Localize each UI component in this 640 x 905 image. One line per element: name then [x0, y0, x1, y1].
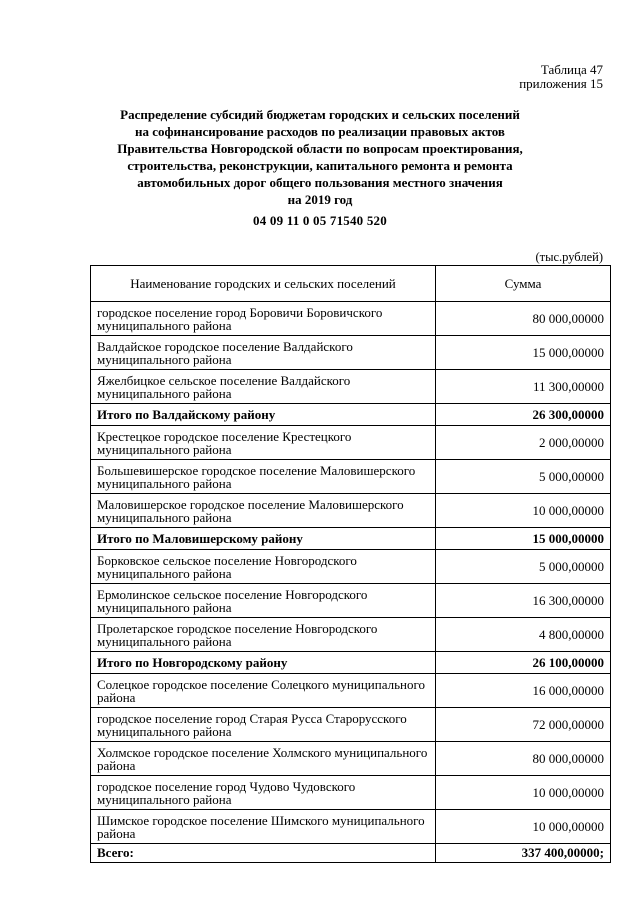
grand-total-row	[91, 844, 611, 863]
subsidy-amount: 11 300,00000	[436, 370, 611, 404]
subtotal-row	[91, 404, 611, 426]
subtotal-label: Итого по Новгородскому району	[91, 652, 436, 674]
table-row	[91, 708, 611, 742]
title-line: Распределение субсидий бюджетам городских и сельских поселений	[120, 107, 520, 122]
subsidy-amount: 2 000,00000	[436, 426, 611, 460]
title-line: Правительства Новгородской области по вопросам проектирования,	[117, 141, 523, 156]
settlement-name: Маловишерское городское поселение Маловишерского муниципального района	[91, 494, 436, 528]
table-row	[91, 742, 611, 776]
subtotal-amount: 26 300,00000	[436, 404, 611, 426]
table-reference	[519, 63, 603, 91]
settlement-name: городское поселение город Старая Русса Старорусского муниципального района	[91, 708, 436, 742]
subsidy-amount: 16 300,00000	[436, 584, 611, 618]
subsidy-amount: 16 000,00000	[436, 674, 611, 708]
table-row	[91, 370, 611, 404]
table-row	[91, 550, 611, 584]
appendix-number: приложения 15	[519, 76, 603, 91]
table-number: Таблица 47	[540, 62, 603, 77]
title-line: автомобильных дорог общего пользования местного значения	[137, 175, 503, 190]
settlement-name: Валдайское городское поселение Валдайского муниципального района	[91, 336, 436, 370]
subsidy-amount: 10 000,00000	[436, 776, 611, 810]
table-body	[91, 302, 611, 863]
grand-total-amount: 337 400,00000;	[436, 844, 611, 863]
subsidy-amount: 10 000,00000	[436, 494, 611, 528]
subsidy-amount: 5 000,00000	[436, 550, 611, 584]
subtotal-label: Итого по Маловишерскому району	[91, 528, 436, 550]
subsidy-amount: 15 000,00000	[436, 336, 611, 370]
subtotal-row	[91, 528, 611, 550]
subsidy-amount: 80 000,00000	[436, 742, 611, 776]
title-line: на 2019 год	[287, 192, 353, 207]
title-line: на софинансирование расходов по реализации правовых актов	[135, 124, 505, 139]
subsidy-amount: 4 800,00000	[436, 618, 611, 652]
settlement-name: Яжелбицкое сельское поселение Валдайского муниципального района	[91, 370, 436, 404]
settlement-name: Солецкое городское поселение Солецкого муниципального района	[91, 674, 436, 708]
subtotal-row	[91, 652, 611, 674]
table-row	[91, 426, 611, 460]
table-row	[91, 302, 611, 336]
table-row	[91, 810, 611, 844]
settlement-name: Пролетарское городское поселение Новгородского муниципального района	[91, 618, 436, 652]
subsidy-amount: 72 000,00000	[436, 708, 611, 742]
title-line: строительства, реконструкции, капитального ремонта и ремонта	[127, 158, 513, 173]
settlement-name: Ермолинское сельское поселение Новгородского муниципального района	[91, 584, 436, 618]
table-header-row	[91, 266, 611, 302]
settlement-name: городское поселение город Чудово Чудовского муниципального района	[91, 776, 436, 810]
settlement-name: Шимское городское поселение Шимского муниципального района	[91, 810, 436, 844]
subtotal-amount: 15 000,00000	[436, 528, 611, 550]
settlement-name: Большевишерское городское поселение Маловишерского муниципального района	[91, 460, 436, 494]
column-header-sum: Сумма	[436, 266, 611, 302]
table-row	[91, 460, 611, 494]
subsidy-table	[90, 265, 611, 863]
subsidy-amount: 80 000,00000	[436, 302, 611, 336]
settlement-name: Борковское сельское поселение Новгородского муниципального района	[91, 550, 436, 584]
settlement-name: Холмское городское поселение Холмского муниципального района	[91, 742, 436, 776]
table-row	[91, 674, 611, 708]
subsidy-amount: 10 000,00000	[436, 810, 611, 844]
table-row	[91, 776, 611, 810]
settlement-name: городское поселение город Боровичи Боровичского муниципального района	[91, 302, 436, 336]
units-label: (тыс.рублей)	[535, 250, 603, 264]
column-header-name: Наименование городских и сельских поселений	[91, 266, 436, 302]
budget-classification-code: 04 09 11 0 05 71540 520	[253, 213, 387, 228]
table-row	[91, 618, 611, 652]
settlement-name: Крестецкое городское поселение Крестецкого муниципального района	[91, 426, 436, 460]
grand-total-label: Всего:	[91, 844, 436, 863]
table-row	[91, 336, 611, 370]
table-row	[91, 494, 611, 528]
subtotal-amount: 26 100,00000	[436, 652, 611, 674]
subsidy-amount: 5 000,00000	[436, 460, 611, 494]
document-title	[70, 106, 570, 208]
subtotal-label: Итого по Валдайскому району	[91, 404, 436, 426]
table-row	[91, 584, 611, 618]
